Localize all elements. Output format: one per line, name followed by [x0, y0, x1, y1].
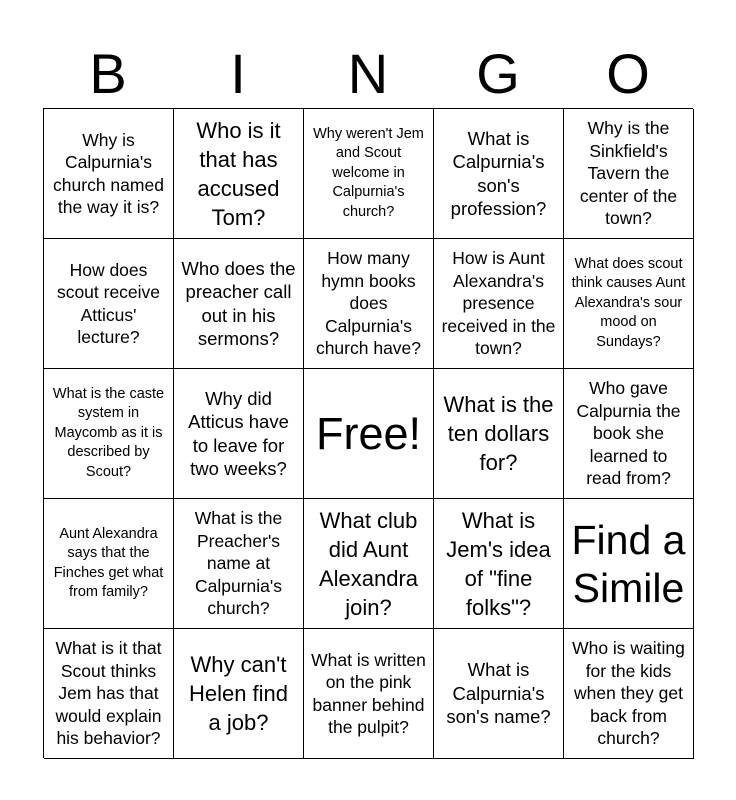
- header-letter-n: N: [347, 42, 389, 105]
- bingo-cell[interactable]: [434, 629, 564, 759]
- bingo-cell[interactable]: [174, 239, 304, 369]
- bingo-cell[interactable]: [174, 499, 304, 629]
- cell-text: What is the ten dollars for?: [443, 392, 554, 475]
- cell-text: What is the caste system in Maycomb as it is described by Scout?: [52, 385, 165, 480]
- bingo-cell[interactable]: [304, 499, 434, 629]
- header-letter-b: B: [89, 42, 127, 105]
- header-letter-o: O: [606, 42, 650, 105]
- bingo-card-grid: [43, 108, 693, 758]
- bingo-cell[interactable]: [44, 629, 174, 759]
- bingo-cell[interactable]: [434, 239, 564, 369]
- cell-text: Find a Simile: [571, 516, 686, 611]
- cell-text: How many hymn books does Calpurnia's church have?: [315, 248, 422, 359]
- cell-text: What is the Preacher's name at Calpurnia's church?: [194, 508, 283, 619]
- cell-text: How is Aunt Alexandra's presence received in the town?: [441, 248, 556, 359]
- bingo-cell[interactable]: [564, 109, 694, 239]
- bingo-header: [43, 40, 693, 108]
- cell-text: What is Jem's idea of "fine folks"?: [446, 507, 551, 620]
- cell-text: What is Calpurnia's son's profession?: [450, 127, 547, 219]
- bingo-cell[interactable]: [174, 629, 304, 759]
- bingo-cell[interactable]: [564, 499, 694, 629]
- bingo-cell[interactable]: [304, 629, 434, 759]
- cell-text: What is written on the pink banner behind the pulpit?: [311, 649, 426, 737]
- cell-text: What club did Aunt Alexandra join?: [318, 507, 419, 620]
- cell-text: Why can't Helen find a job?: [188, 652, 289, 735]
- cell-text: Why did Atticus have to leave for two weeks?: [188, 387, 289, 479]
- cell-text: What is Calpurnia's son's name?: [446, 659, 551, 728]
- cell-text: Why is Calpurnia's church named the way it is?: [53, 129, 164, 217]
- cell-text: What is it that Scout thinks Jem has that would explain his behavior?: [55, 638, 162, 749]
- bingo-cell[interactable]: [564, 629, 694, 759]
- cell-text: Who gave Calpurnia the book she learned to read from?: [576, 378, 681, 489]
- bingo-cell[interactable]: [564, 239, 694, 369]
- cell-text: What does scout think causes Aunt Alexandra's sour mood on Sundays?: [571, 255, 686, 350]
- header-letter-i: I: [230, 42, 246, 105]
- cell-text: Aunt Alexandra says that the Finches get what from family?: [53, 525, 164, 600]
- cell-text: Who does the preacher call out in his sermons?: [181, 257, 296, 349]
- bingo-cell[interactable]: [174, 369, 304, 499]
- bingo-cell[interactable]: [304, 109, 434, 239]
- bingo-cell[interactable]: [44, 239, 174, 369]
- bingo-cell[interactable]: [44, 109, 174, 239]
- bingo-cell[interactable]: [304, 239, 434, 369]
- bingo-cell[interactable]: [564, 369, 694, 499]
- free-space-cell[interactable]: [304, 369, 434, 499]
- bingo-cell[interactable]: [44, 369, 174, 499]
- bingo-cell[interactable]: [174, 109, 304, 239]
- cell-text: Why is the Sinkfield's Tavern the center of the town?: [579, 118, 678, 229]
- bingo-cell[interactable]: [434, 109, 564, 239]
- bingo-cell[interactable]: [434, 369, 564, 499]
- bingo-cell[interactable]: [44, 499, 174, 629]
- cell-text: Who is it that has accused Tom?: [196, 117, 281, 230]
- cell-text: Why weren't Jem and Scout welcome in Calpurnia's church?: [313, 125, 424, 220]
- bingo-cell[interactable]: [434, 499, 564, 629]
- cell-text: How does scout receive Atticus' lecture?: [56, 259, 161, 347]
- header-letter-g: G: [476, 42, 520, 105]
- free-space-text: Free!: [315, 407, 422, 459]
- cell-text: Who is waiting for the kids when they get back from church?: [572, 638, 685, 749]
